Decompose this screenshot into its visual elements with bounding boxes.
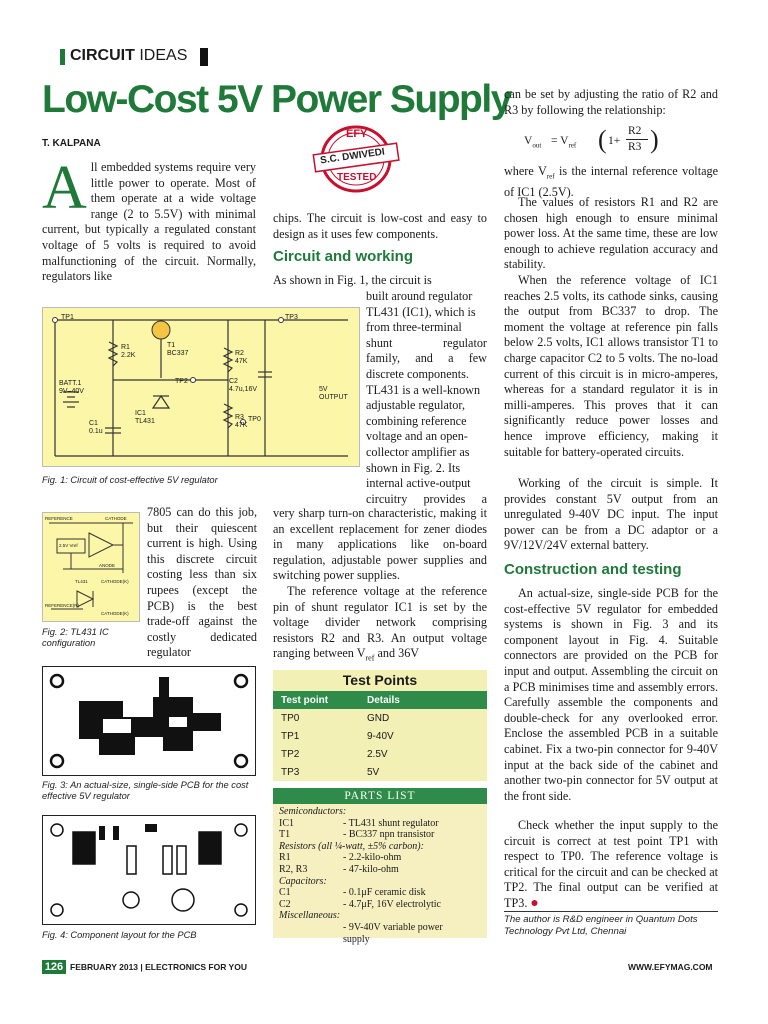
label-t1-name: T1 xyxy=(167,342,176,349)
label-r1-value: 2.2K xyxy=(121,352,136,359)
side-line: circuitry provides a xyxy=(366,491,487,506)
parts-item xyxy=(279,829,481,841)
parts-item xyxy=(279,887,481,899)
label-batt-value: 9V–40V xyxy=(59,388,84,395)
parts-item xyxy=(279,934,481,946)
fig3-pcb xyxy=(42,666,256,776)
label-r3 xyxy=(235,414,247,430)
parts-item xyxy=(279,922,481,934)
stamp-bottom: TESTED xyxy=(337,172,377,183)
eq-vout-sub: out xyxy=(532,141,542,150)
eq-paren-open: ( xyxy=(598,125,607,154)
working-p3 xyxy=(273,584,487,666)
working-side-text xyxy=(366,289,487,507)
parts-item xyxy=(279,864,481,876)
col3-p7 xyxy=(504,818,718,912)
fig2-label-anode: ANODE xyxy=(99,563,116,568)
label-t1-value: BC337 xyxy=(167,350,189,357)
parts-group-head: Capacitors: xyxy=(279,875,327,887)
side-line: voltage and an open- xyxy=(366,429,468,444)
eq-numerator: R2 xyxy=(628,125,642,137)
cell-point: TP2 xyxy=(281,748,300,760)
heading-circuit-working: Circuit and working xyxy=(273,248,414,265)
part-desc: - 47-kilo-ohm xyxy=(343,863,399,875)
eq-fraction-bar xyxy=(626,139,648,140)
fig2-caption: Fig. 2: TL431 IC configuration xyxy=(42,627,109,648)
label-c1-value: 0.1u xyxy=(89,428,103,435)
regulator-comparison-text: 7805 can do this job, but their quiescent current is high. Using this discrete circuit costing less than six rupees (except the PCB) is the best trade-off against the costly dedicated regulator xyxy=(147,505,257,660)
drop-cap: A xyxy=(42,154,87,222)
parts-list-title: PARTS LIST xyxy=(273,788,487,804)
col3-p5: Working of the circuit is simple. It provides constant 5V output from an unregulated 9-40V DC input. The input power can be from a DC adaptor or a 9V/12V/24V external battery. xyxy=(504,476,718,553)
test-points-title: Test Points xyxy=(342,672,418,688)
parts-item xyxy=(279,818,481,830)
working-p3-sub: ref xyxy=(365,653,375,663)
side-line: collector amplifier as xyxy=(366,444,470,459)
eq-paren-close: ) xyxy=(650,125,659,154)
intro-paragraph xyxy=(42,154,256,285)
part-desc: - 4.7μF, 16V electrolytic xyxy=(343,898,441,910)
eq-vref-sub: ref xyxy=(568,141,577,150)
part-ref: T1 xyxy=(279,829,291,841)
table-row xyxy=(273,709,487,727)
part-ref: C2 xyxy=(279,898,291,910)
col3-p4: When the reference voltage of IC1 reaches 2.5 volts, its cathode sinks, causing the output from BC337 to drop. The moment the voltage at reference pin falls below 2.5 volts, IC1 allows transistor T1 to charge capacitor C2 to 5 volts. The no-load current of this circuit is in micro-amperes, whereas for a standard regulator it is in milli-amperes. This proves that it can significantly reduce power losses and hence improve efficiency, making it suitable for battery-operated circuits. xyxy=(504,273,718,459)
col3-p6: An actual-size, single-side PCB for the cost-effective 5V regulator for embedded systems is shown in Fig. 3 and its component layout in Fig. 4. Suitable connectors are provided on the PCB for input and output. Assembling the circuit on a PCB minimises time and assembly errors. Carefully assemble the components and double-check for any overlooked error. Enclose the assembled PCB in a suitable cabinet. Fix a two-pin connector for 9-40V input at the back side of the cabinet and another two-pin connector for 5V output at the front side. xyxy=(504,586,718,803)
working-p3-end: and 36V xyxy=(374,646,420,661)
end-mark-icon: ● xyxy=(530,895,539,911)
fig1-circuit-diagram xyxy=(42,307,360,467)
cell-point: TP3 xyxy=(281,766,300,778)
section-light: IDEAS xyxy=(139,47,188,64)
table-row xyxy=(273,763,487,781)
cell-point: TP0 xyxy=(281,712,300,724)
part-ref: C1 xyxy=(279,887,291,899)
cell-detail: 9-40V xyxy=(367,730,394,742)
label-c1 xyxy=(89,420,103,436)
label-ic1-value: TL431 xyxy=(135,418,155,425)
side-line: discrete components. xyxy=(366,366,469,381)
fig3-caption: Fig. 3: An actual-size, single-side PCB for the cost effective 5V regulator xyxy=(42,780,249,801)
parts-group-head: Semiconductors: xyxy=(279,806,347,817)
side-line: TL431 (IC1), which is xyxy=(366,304,476,319)
eq-vout-v: V xyxy=(524,135,533,147)
working-p2: very sharp turn-on characteristic, making it an excellent replacement for zener diodes in many applications like on-board regulation, adjustable power supplies and switching power supplies. xyxy=(273,506,487,583)
parts-item xyxy=(279,852,481,864)
label-c2-name: C2 xyxy=(229,378,238,385)
author-note-rule xyxy=(504,911,718,912)
side-line: from three-terminal xyxy=(366,320,462,335)
page-number: 126 xyxy=(42,960,66,974)
label-output-voltage: 5V xyxy=(319,386,328,393)
test-points-table xyxy=(273,670,487,781)
voltage-equation xyxy=(524,123,704,159)
cell-detail: GND xyxy=(367,712,390,724)
label-r1 xyxy=(121,344,135,360)
heading-construction-testing: Construction and testing xyxy=(504,561,682,578)
side-line: shunt regulator xyxy=(366,335,487,350)
side-line: shown in Fig. 2. Its xyxy=(366,460,461,475)
label-tp1: TP1 xyxy=(61,314,74,321)
table-row xyxy=(273,727,487,745)
eq-vout xyxy=(524,135,541,149)
header-test-point: Test point xyxy=(281,694,329,706)
test-points-header xyxy=(273,691,487,709)
part-desc: - 9V-40V variable power xyxy=(343,921,443,933)
part-ref: R2, R3 xyxy=(279,863,308,875)
section-square xyxy=(200,48,208,66)
fig2-label-cathode: CATHODE xyxy=(105,516,127,521)
part-ref: IC1 xyxy=(279,817,294,829)
header-details: Details xyxy=(367,694,400,706)
label-c2-value: 4.7u,16V xyxy=(229,386,258,393)
cell-point: TP1 xyxy=(281,730,300,742)
parts-group-head: Resistors (all ¼-watt, ±5% carbon): xyxy=(279,840,424,852)
label-ic1-name: IC1 xyxy=(135,410,146,417)
side-line: TL431 is a well-known xyxy=(366,382,481,397)
stamp-top: EFY xyxy=(346,128,368,140)
parts-list-box xyxy=(273,788,487,945)
parts-group-head: Miscellaneous: xyxy=(279,910,341,922)
parts-item xyxy=(279,899,481,911)
label-t1 xyxy=(167,342,188,358)
author-byline: T. KALPANA xyxy=(42,138,101,149)
side-line: adjustable regulator, xyxy=(366,398,466,413)
fig2-label-tl431: TL431 xyxy=(75,579,88,584)
label-tp3: TP3 xyxy=(285,314,298,321)
side-line: combining reference xyxy=(366,413,467,428)
intro-text: ll embedded systems require very little power to operate. Most of them operate at a wide voltage range (2 to 5.5V) with minimal current, but typically a regulated constant voltage of 5 volts is required to avoid malfunctioning of the circuit. Normally, regulators like xyxy=(42,160,256,284)
eq-one-plus: 1+ xyxy=(608,135,621,147)
cell-detail: 5V xyxy=(367,766,380,778)
section-marker xyxy=(60,49,65,65)
parts-list-body xyxy=(273,804,487,947)
fig2-label-reference: REFERENCE xyxy=(45,516,73,521)
label-batt-name: BATT.1 xyxy=(59,380,82,387)
eq-denominator: R3 xyxy=(628,141,642,153)
label-output-name: OUTPUT xyxy=(319,394,348,401)
col2-lead-text: chips. The circuit is low-cost and easy to design as it uses few components. xyxy=(273,211,487,241)
col3-p2-b: is the internal reference voltage of IC1 (2.5V). xyxy=(504,164,718,200)
side-line: family, and a few xyxy=(366,351,487,366)
working-lead: As shown in Fig. 1, the circuit is xyxy=(273,273,432,287)
part-desc: - TL431 shunt regulator xyxy=(343,817,439,829)
author-note: The author is R&D engineer in Quantum Dots Technology Pvt Ltd, Chennai xyxy=(504,914,698,937)
fig4-component-layout xyxy=(42,815,256,925)
label-r2-name: R2 xyxy=(235,350,244,357)
col3-p7-text: Check whether the input supply to the circuit is correct at test point TP1 with respect to TP0. The reference voltage is critical for the circuit and can be checked at TP2. The final output can be verified at TP3. xyxy=(504,818,718,910)
fig2-label-vref: 2.5V Vref xyxy=(59,543,78,548)
footer-issue: FEBRUARY 2013 | ELECTRONICS FOR YOU xyxy=(70,962,247,972)
part-desc: - 0.1μF ceramic disk xyxy=(343,887,426,899)
label-c2 xyxy=(229,378,257,394)
part-desc: - BC337 npn transistor xyxy=(343,829,435,841)
fig2-tl431-diagram xyxy=(42,512,140,622)
label-r2 xyxy=(235,350,247,366)
label-tp0: TP0 xyxy=(248,416,261,423)
footer-site: WWW.EFYMAG.COM xyxy=(628,962,713,972)
cell-detail: 2.5V xyxy=(367,748,388,760)
label-r2-value: 47K xyxy=(235,358,248,365)
table-row xyxy=(273,745,487,763)
label-batt xyxy=(59,380,84,396)
col3-p2-sub: ref xyxy=(546,172,555,181)
fig2-label-reference-r: REFERENCE(R) xyxy=(45,603,80,608)
eq-vref xyxy=(551,135,576,149)
label-r3-value: 47K xyxy=(235,422,248,429)
fig1-caption: Fig. 1: Circuit of cost-effective 5V regulator xyxy=(42,475,218,485)
side-line: built around regulator xyxy=(366,289,473,303)
part-ref: R1 xyxy=(279,852,291,864)
article-title: Low-Cost 5V Power Supply xyxy=(42,78,511,121)
col3-p2-a: where V xyxy=(504,164,547,178)
label-tp2: TP2 xyxy=(175,378,188,385)
fig2-label-cathode-k2: CATHODE(K) xyxy=(101,611,129,616)
efy-tested-stamp xyxy=(310,120,402,198)
label-ic1 xyxy=(135,410,155,426)
stamp-name: S.C. DWIVEDI xyxy=(319,146,386,167)
part-desc: supply xyxy=(343,933,370,945)
working-p3-text: The reference voltage at the reference pin of shunt regulator IC1 is set by the voltage divider network comprising resistors R2 and R3. An output voltage ranging between V xyxy=(273,584,487,661)
part-desc: - 2.2-kilo-ohm xyxy=(343,852,402,864)
col3-p1: can be set by adjusting the ratio of R2 and R3 by following the relationship: xyxy=(504,87,718,117)
label-c1-name: C1 xyxy=(89,420,98,427)
eq-equals: = V xyxy=(551,135,569,147)
fig4-caption: Fig. 4: Component layout for the PCB xyxy=(42,930,197,940)
col3-p3: The values of resistors R1 and R2 are chosen high enough to ensure minimal power loss. At the same time, these are low enough to achieve regulation accuracy and stability. xyxy=(504,195,718,272)
label-r3-name: R3 xyxy=(235,414,244,421)
section-bold: CIRCUIT xyxy=(70,47,135,64)
side-line: internal active-output xyxy=(366,476,471,491)
fig2-label-cathode-k: CATHODE(K) xyxy=(101,579,129,584)
label-output xyxy=(319,386,348,402)
label-r1-name: R1 xyxy=(121,344,130,351)
section-label xyxy=(70,47,187,65)
